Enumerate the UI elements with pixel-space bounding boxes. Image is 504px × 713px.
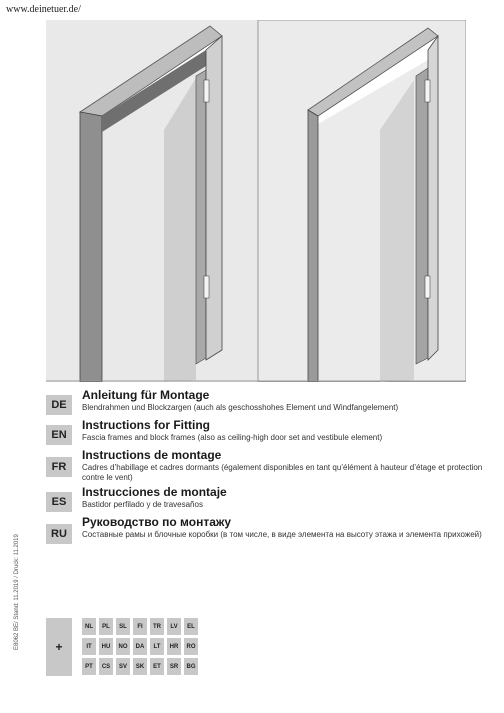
language-row-ru [46,515,482,552]
language-code: PT [82,658,96,675]
language-title: Руководство по монтажу [82,515,232,529]
language-title: Instructions for Fitting [82,418,210,432]
language-badge: ES [46,492,72,512]
language-code: IT [82,638,96,655]
language-subtitle: Fascia frames and block frames (also as ceiling-high door set and vestibule element) [82,433,383,442]
language-row-fr [46,448,483,485]
language-code: CS [99,658,113,675]
language-badge: DE [46,395,72,415]
language-code: RO [184,638,198,655]
language-code: HR [167,638,181,655]
language-badge: EN [46,425,72,445]
language-code: PL [99,618,113,635]
language-title: Instructions de montage [82,448,222,462]
language-list [46,388,483,552]
language-badge: RU [46,524,72,544]
language-code: SR [167,658,181,675]
language-code: NL [82,618,96,635]
code-row [82,658,201,675]
language-code: SL [116,618,130,635]
block-frame-drawing [258,20,466,382]
language-code: FI [133,618,147,635]
language-code: BG [184,658,198,675]
language-subtitle: Cadres d’habillage et cadres dormants (également disponibles en tant qu’élément à hauteur d’étage et protection contre le vent) [82,463,483,482]
language-badge: FR [46,457,72,477]
language-title: Instrucciones de montaje [82,485,227,499]
fascia-frame-drawing [46,20,258,382]
language-code: SV [116,658,130,675]
code-row [82,638,201,655]
language-code: LV [167,618,181,635]
language-code: HU [99,638,113,655]
door-frame-illustration [46,20,466,382]
language-code: LT [150,638,164,655]
document-code-note: E8062 BE/ Stand: 11.2019 / Druck: 11.2019 [14,534,20,650]
language-code: TR [150,618,164,635]
language-code-grid [82,618,201,678]
language-row-es [46,485,476,515]
language-code: DA [133,638,147,655]
language-code: EL [184,618,198,635]
more-languages-badge: + [46,618,72,676]
site-url[interactable]: www.deinetuer.de/ [6,4,81,15]
language-title: Anleitung für Montage [82,388,210,402]
language-subtitle: Bastidor perfilado y de travesaños [82,500,203,509]
language-row-en [46,418,476,448]
language-subtitle: Составные рамы и блочные коробки (в том числе, в виде элемента на высоту этажа и элемента прихожей) [82,530,482,539]
language-code: NO [116,638,130,655]
language-row-de [46,388,476,418]
language-code: SK [133,658,147,675]
language-subtitle: Blendrahmen und Blockzargen (auch als geschosshohes Element und Windfangelement) [82,403,399,412]
language-code: ET [150,658,164,675]
code-row [82,618,201,635]
